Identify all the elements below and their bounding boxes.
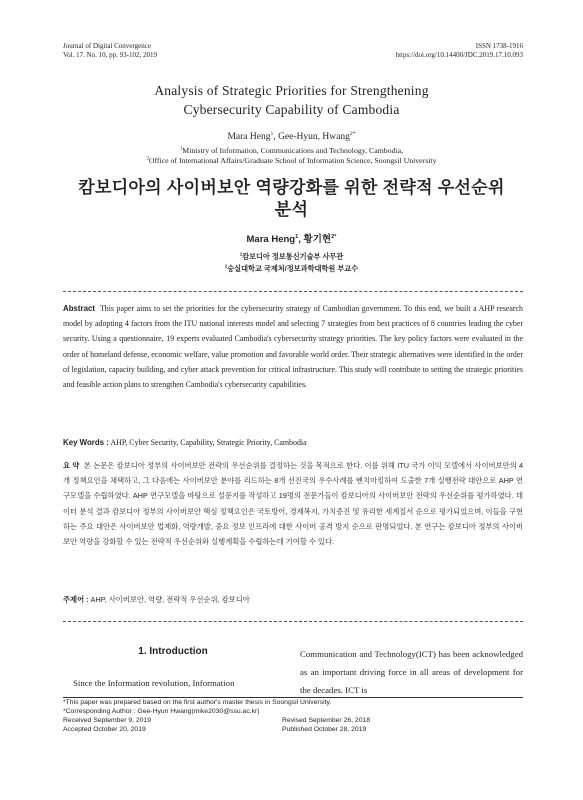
- authors-en: [0, 131, 583, 143]
- author-ko-2-name: 황기현: [303, 234, 332, 245]
- affiliation-en-1: [0, 146, 583, 156]
- intro-left-text: Since the Information revolution, Information: [73, 678, 235, 688]
- title-ko-line2: 분석: [274, 200, 309, 219]
- keywords-ko-text: AHP, 사이버보안, 역량, 전략적 우선순위, 캄보디아: [90, 595, 250, 604]
- author-2-mark: 2*: [349, 130, 356, 137]
- summary-ko-label: 요 약: [63, 461, 80, 470]
- doi-link[interactable]: https://doi.org/10.14400/JDC.2019.17.10.093: [395, 51, 523, 59]
- abstract: [63, 301, 523, 392]
- keywords-ko-label: 주제어 :: [63, 595, 89, 604]
- revised-date: Revised September 26, 2018: [282, 717, 371, 724]
- author-ko-1-mark: 1: [295, 233, 299, 240]
- aff-ko-1-text: 캄보디아 정보통신기술부 사무관: [242, 252, 344, 261]
- keywords-text: AHP, Cyber Security, Capability, Strategic Priority, Cambodia: [110, 438, 307, 447]
- section-divider-2: [63, 621, 523, 622]
- summary-ko-text: 본 논문은 캄보디아 정부의 사이버보안 전략의 우선순위를 결정하는 것을 목적으로 한다. 이를 위해 ITU 국가 이익 모델에서 사이버보안의 4개 정책요인을 채택하고, 그 다음에는 사이버보안 분야를 리드하는 8개 선진국의 우수사례를 벤치마킹하여 도출한 7개 실행전략 대안으로 AHP 연구모델을 수립하였다. AHP 연구모델을 바탕으로 설문지를 작성하고 19명의 전문가들이 캄보디아의 사이버보안 전략의 우선순위를 평가하였다. 데이터 분석 결과 캄보디아 정부의 사이버보안 핵심 정책요인은 국토방어, 경제복지, 가치증진 및 유리한 세계질서 순으로 평가되었으며, 이들을 구현하는 주요 대안은 사이버보안 법제화, 역량개발, 중요 정보 인프라에 대한 사이버 공격 방지 순으로 판명되었다. 본 연구는 캄보디아 정부의 사이버보안 역량을 강화할 수 있는 전략적 우선순위와 실행계획을 수립하는데 기여할 수 있다.: [63, 461, 524, 547]
- aff-1-text: Ministry of Information, Communications and Technology, Cambodia,: [182, 146, 404, 155]
- title-en-line1: Analysis of Strategic Priorities for Strengthening: [154, 83, 429, 98]
- keywords-ko: [63, 592, 523, 607]
- author-ko-1-name: Mara Heng: [246, 234, 296, 245]
- published-date: Published October 28, 2019: [282, 726, 367, 733]
- issn: ISSN 1738-1916: [475, 42, 523, 50]
- section-divider: [63, 291, 523, 292]
- intro-heading: 1. Introduction: [138, 646, 208, 657]
- abstract-text: This paper aims to set the priorities for the cybersecurity strategy of Cambodian government. To this end, we built a AHP research model by adopting 4 factors from the ITU national interests model and selecting 7 strategies from best practices of 8 countries leading the cyber security. Using a questionnaire, 19 experts evaluated Cambodia's cybersecurity strategy priorities. The key policy factors were evaluated in the order of homeland defense, economic welfare, value promotion and favorable world order. Their strategic alternatives were identified in the order of legislation, capacity building, and cyber attack prevention for critical infrastructure. This study will contribute to setting the strategic priorities and feasible action plans to strengthen Cambodia's cybersecurity capabilities.: [63, 304, 523, 390]
- keywords-label: Key Words :: [63, 438, 109, 447]
- title-ko-line1: 캄보디아의 사이버보안 역량강화를 위한 전략적 우선순위: [78, 178, 505, 197]
- abstract-label: Abstract: [63, 304, 96, 313]
- footnote-rule: [63, 697, 523, 698]
- author-1-name: Mara Heng: [227, 132, 271, 142]
- aff-ko-2-text: 숭실대학교 국제처/정보과학대학원 부교수: [227, 264, 359, 273]
- aff-2-mark: 2: [146, 156, 149, 162]
- aff-ko-1-mark: 1: [239, 251, 243, 257]
- author-ko-separator: ,: [298, 234, 304, 245]
- journal-name: Journal of Digital Convergence: [63, 42, 151, 50]
- summary-ko: [63, 458, 523, 549]
- footnote-1: *This paper was prepared based on the first author's master thesis in Soongsil University.: [63, 699, 332, 706]
- affiliation-en-2: [0, 156, 583, 166]
- received-date: Received September 9, 2019: [63, 717, 152, 724]
- aff-ko-2-mark: 2: [224, 263, 228, 269]
- affiliation-ko-1: [0, 252, 583, 262]
- author-separator: ,: [273, 132, 279, 142]
- aff-1-mark: 1: [179, 146, 183, 152]
- keywords: [63, 435, 523, 450]
- author-2-name: Gee-Hyun, Hwang: [278, 132, 350, 142]
- author-1-mark: 1: [270, 130, 274, 137]
- title-en-line2: Cybersecurity Capability of Cambodia: [183, 102, 400, 117]
- intro-right-text: Communication and Technology(ICT) has been acknowledged as an important driving force in all areas of development for the decades. ICT is: [300, 649, 523, 695]
- volume-info: Vol. 17. No. 10, pp. 93-102, 2019: [63, 51, 157, 59]
- accepted-date: Accepted October 20, 2019: [63, 726, 146, 733]
- authors-ko: [0, 234, 583, 246]
- footnote-corresponding: *Corresponding Author : Gee-Hyun Hwang(mike2030@ssu.ac.kr): [63, 708, 260, 715]
- affiliation-ko-2: [0, 264, 583, 274]
- aff-2-text: Office of International Affairs/Graduate School of Information Science, Soongsil University: [148, 156, 437, 165]
- author-ko-2-mark: 2*: [331, 233, 337, 240]
